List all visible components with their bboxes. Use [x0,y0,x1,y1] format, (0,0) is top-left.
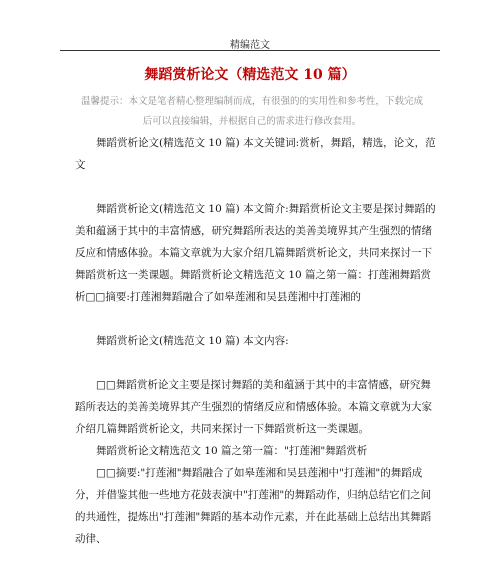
header-divider [60,50,440,51]
page-header: 精编范文 [230,40,270,51]
notice-text: 温馨提示：本文是笔者精心整理编制而成，有很强的的实用性和参考性，下载完成后可以直接编辑，并根据自己的需求进行修改套用。 [80,96,423,127]
section-heading: 舞蹈赏析论文精选范文 10 篇之第一篇："打莲湘"舞蹈赏析 [96,445,368,457]
abstract-paragraph: □□摘要:"打莲湘"舞蹈融合了如皋莲湘和吴县莲湘中"打莲湘"的舞蹈成分，并借鉴其他一些地方花鼓表演中"打莲湘"的舞蹈动作，归纳总结它们之间的共通性，提炼出"打莲湘"舞蹈的基本动作元素，并在此基础上总结出其舞蹈动律、 [75,467,432,545]
summary-paragraph: 舞蹈赏析论文(精选范文 10 篇) 本文简介:舞蹈赏析论文主要是探讨舞蹈的美和蕴涵于其中的丰富情感，研究舞蹈所表达的美善美境界其产生强烈的情绪反应和情感体验。本篇文章就为大家介绍几篇舞蹈赏析论文，共同来探讨一下舞蹈赏析这一类课题。舞蹈赏析论文精选范文 10 篇之第一篇：打莲湘舞蹈赏析□□摘要:打莲湘舞蹈融合了如皋莲湘和吴县莲湘中打莲湘的 [75,203,436,303]
document-title: 舞蹈赏析论文（精选范文 10 篇） [144,67,356,83]
intro-paragraph: □□舞蹈赏析论文主要是探讨舞蹈的美和蕴涵于其中的丰富情感，研究舞蹈所表达的美善美境界其产生强烈的情绪反应和情感体验。本篇文章就为大家介绍几篇舞蹈赏析论文，共同来探讨一下舞蹈赏析这一类课题。 [75,379,432,435]
keywords-paragraph: 舞蹈赏析论文(精选范文 10 篇) 本文关键词:赏析，舞蹈，精选，论文，范文 [75,137,436,171]
content-heading: 舞蹈赏析论文(精选范文 10 篇) 本文内容: [96,335,289,347]
document-body [75,132,437,550]
